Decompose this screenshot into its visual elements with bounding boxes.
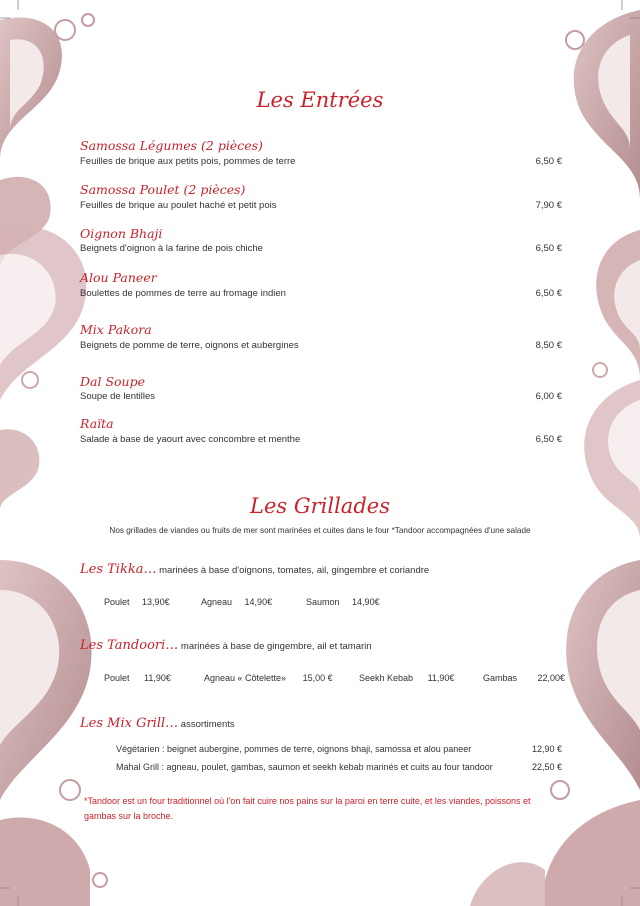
tandoori-item-price: 22,00€ xyxy=(537,673,566,683)
subsection-tandoori xyxy=(80,638,372,653)
menu-item-name: Samossa Légumes (2 pièces) xyxy=(80,138,263,153)
menu-item-price: 7,90 € xyxy=(535,200,562,211)
tandoori-item-price: 11,90€ xyxy=(427,673,455,683)
mixgrill-item-label: Mahal Grill : agneau, poulet, gambas, saumon et seekh kebab marinés et cuits au four tandoor xyxy=(116,762,493,772)
tikka-item xyxy=(306,597,380,607)
tikka-item xyxy=(201,597,272,607)
subsection-tandoori-name: Les Tandoori… xyxy=(80,638,179,653)
tikka-item-price: 14,90€ xyxy=(352,597,380,607)
menu-item-desc: Beignets d'oignon à la farine de pois chiche xyxy=(80,243,263,254)
menu-item-price: 8,50 € xyxy=(535,340,562,351)
tandoori-item-label: Seekh Kebab xyxy=(359,673,414,683)
menu-item-name: Dal Soupe xyxy=(80,374,145,389)
menu-item-name: Samossa Poulet (2 pièces) xyxy=(80,182,246,197)
subsection-tikka-name: Les Tikka… xyxy=(80,562,157,577)
menu-item-name: Raïta xyxy=(80,416,114,431)
subsection-mixgrill xyxy=(80,716,235,731)
tikka-item-price: 13,90€ xyxy=(142,597,170,607)
tandoori-item xyxy=(204,673,333,683)
menu-item-price: 6,50 € xyxy=(535,243,562,254)
tandoori-item xyxy=(483,673,565,683)
menu-item-desc: Feuilles de brique au poulet haché et petit pois xyxy=(80,200,277,211)
tandoori-item-label: Gambas xyxy=(483,673,518,683)
subsection-mixgrill-name: Les Mix Grill… xyxy=(80,716,179,731)
tandoori-item-price: 11,90€ xyxy=(144,673,171,683)
mixgrill-item-label: Végétarien : beignet aubergine, pommes de terre, oignons bhaji, samossa et alou paneer xyxy=(116,744,472,754)
mixgrill-item-price: 22,50 € xyxy=(531,762,562,772)
subsection-mixgrill-desc: assortiments xyxy=(180,719,235,730)
menu-item-desc: Soupe de lentilles xyxy=(80,391,155,402)
tikka-item-label: Poulet xyxy=(104,597,130,607)
menu-item-price: 6,00 € xyxy=(535,391,562,402)
menu-item-name: Oignon Bhaji xyxy=(80,226,163,241)
tikka-item-label: Agneau xyxy=(201,597,233,607)
subsection-tikka xyxy=(80,562,429,577)
tikka-item xyxy=(104,597,170,607)
tikka-item-price: 14,90€ xyxy=(244,597,273,607)
tandoori-item-label: Poulet xyxy=(104,673,130,683)
tandoori-item-price: 15,00 € xyxy=(302,673,333,683)
menu-item-price: 6,50 € xyxy=(535,156,562,167)
tandoor-footnote: *Tandoor est un four traditionnel où l'on fait cuire nos pains sur la paroi en terre cuite, et les viandes, poissons et gambas sur la broche. xyxy=(84,796,531,821)
menu-item-name: Alou Paneer xyxy=(80,270,157,285)
section-title-grillades: Les Grillades xyxy=(250,494,390,518)
subsection-tandoori-desc: marinées à base de gingembre, ail et tamarin xyxy=(180,641,372,652)
menu-item-desc: Salade à base de yaourt avec concombre et menthe xyxy=(80,434,301,445)
menu-item-name: Mix Pakora xyxy=(80,322,152,337)
tandoori-item xyxy=(104,673,171,683)
grillades-intro: Nos grillades de viandes ou fruits de mer sont marinées et cuites dans le four *Tandoor accompagnées d'une salade xyxy=(109,526,531,535)
subsection-tikka-desc: marinées à base d'oignons, tomates, ail, gingembre et coriandre xyxy=(159,565,430,576)
mixgrill-item-price: 12,90 € xyxy=(531,744,562,754)
section-title-entrees: Les Entrées xyxy=(256,88,384,112)
menu-item-price: 6,50 € xyxy=(535,434,562,445)
menu-item-desc: Boulettes de pommes de terre au fromage indien xyxy=(80,288,286,299)
menu-item-desc: Feuilles de brique aux petits pois, pommes de terre xyxy=(80,156,296,167)
menu-item-price: 6,50 € xyxy=(535,288,562,299)
tandoori-item xyxy=(359,673,454,683)
tandoori-item-label: Agneau « Côtelette» xyxy=(204,673,287,683)
menu-item-desc: Beignets de pomme de terre, oignons et aubergines xyxy=(80,340,299,351)
tikka-item-label: Saumon xyxy=(306,597,340,607)
